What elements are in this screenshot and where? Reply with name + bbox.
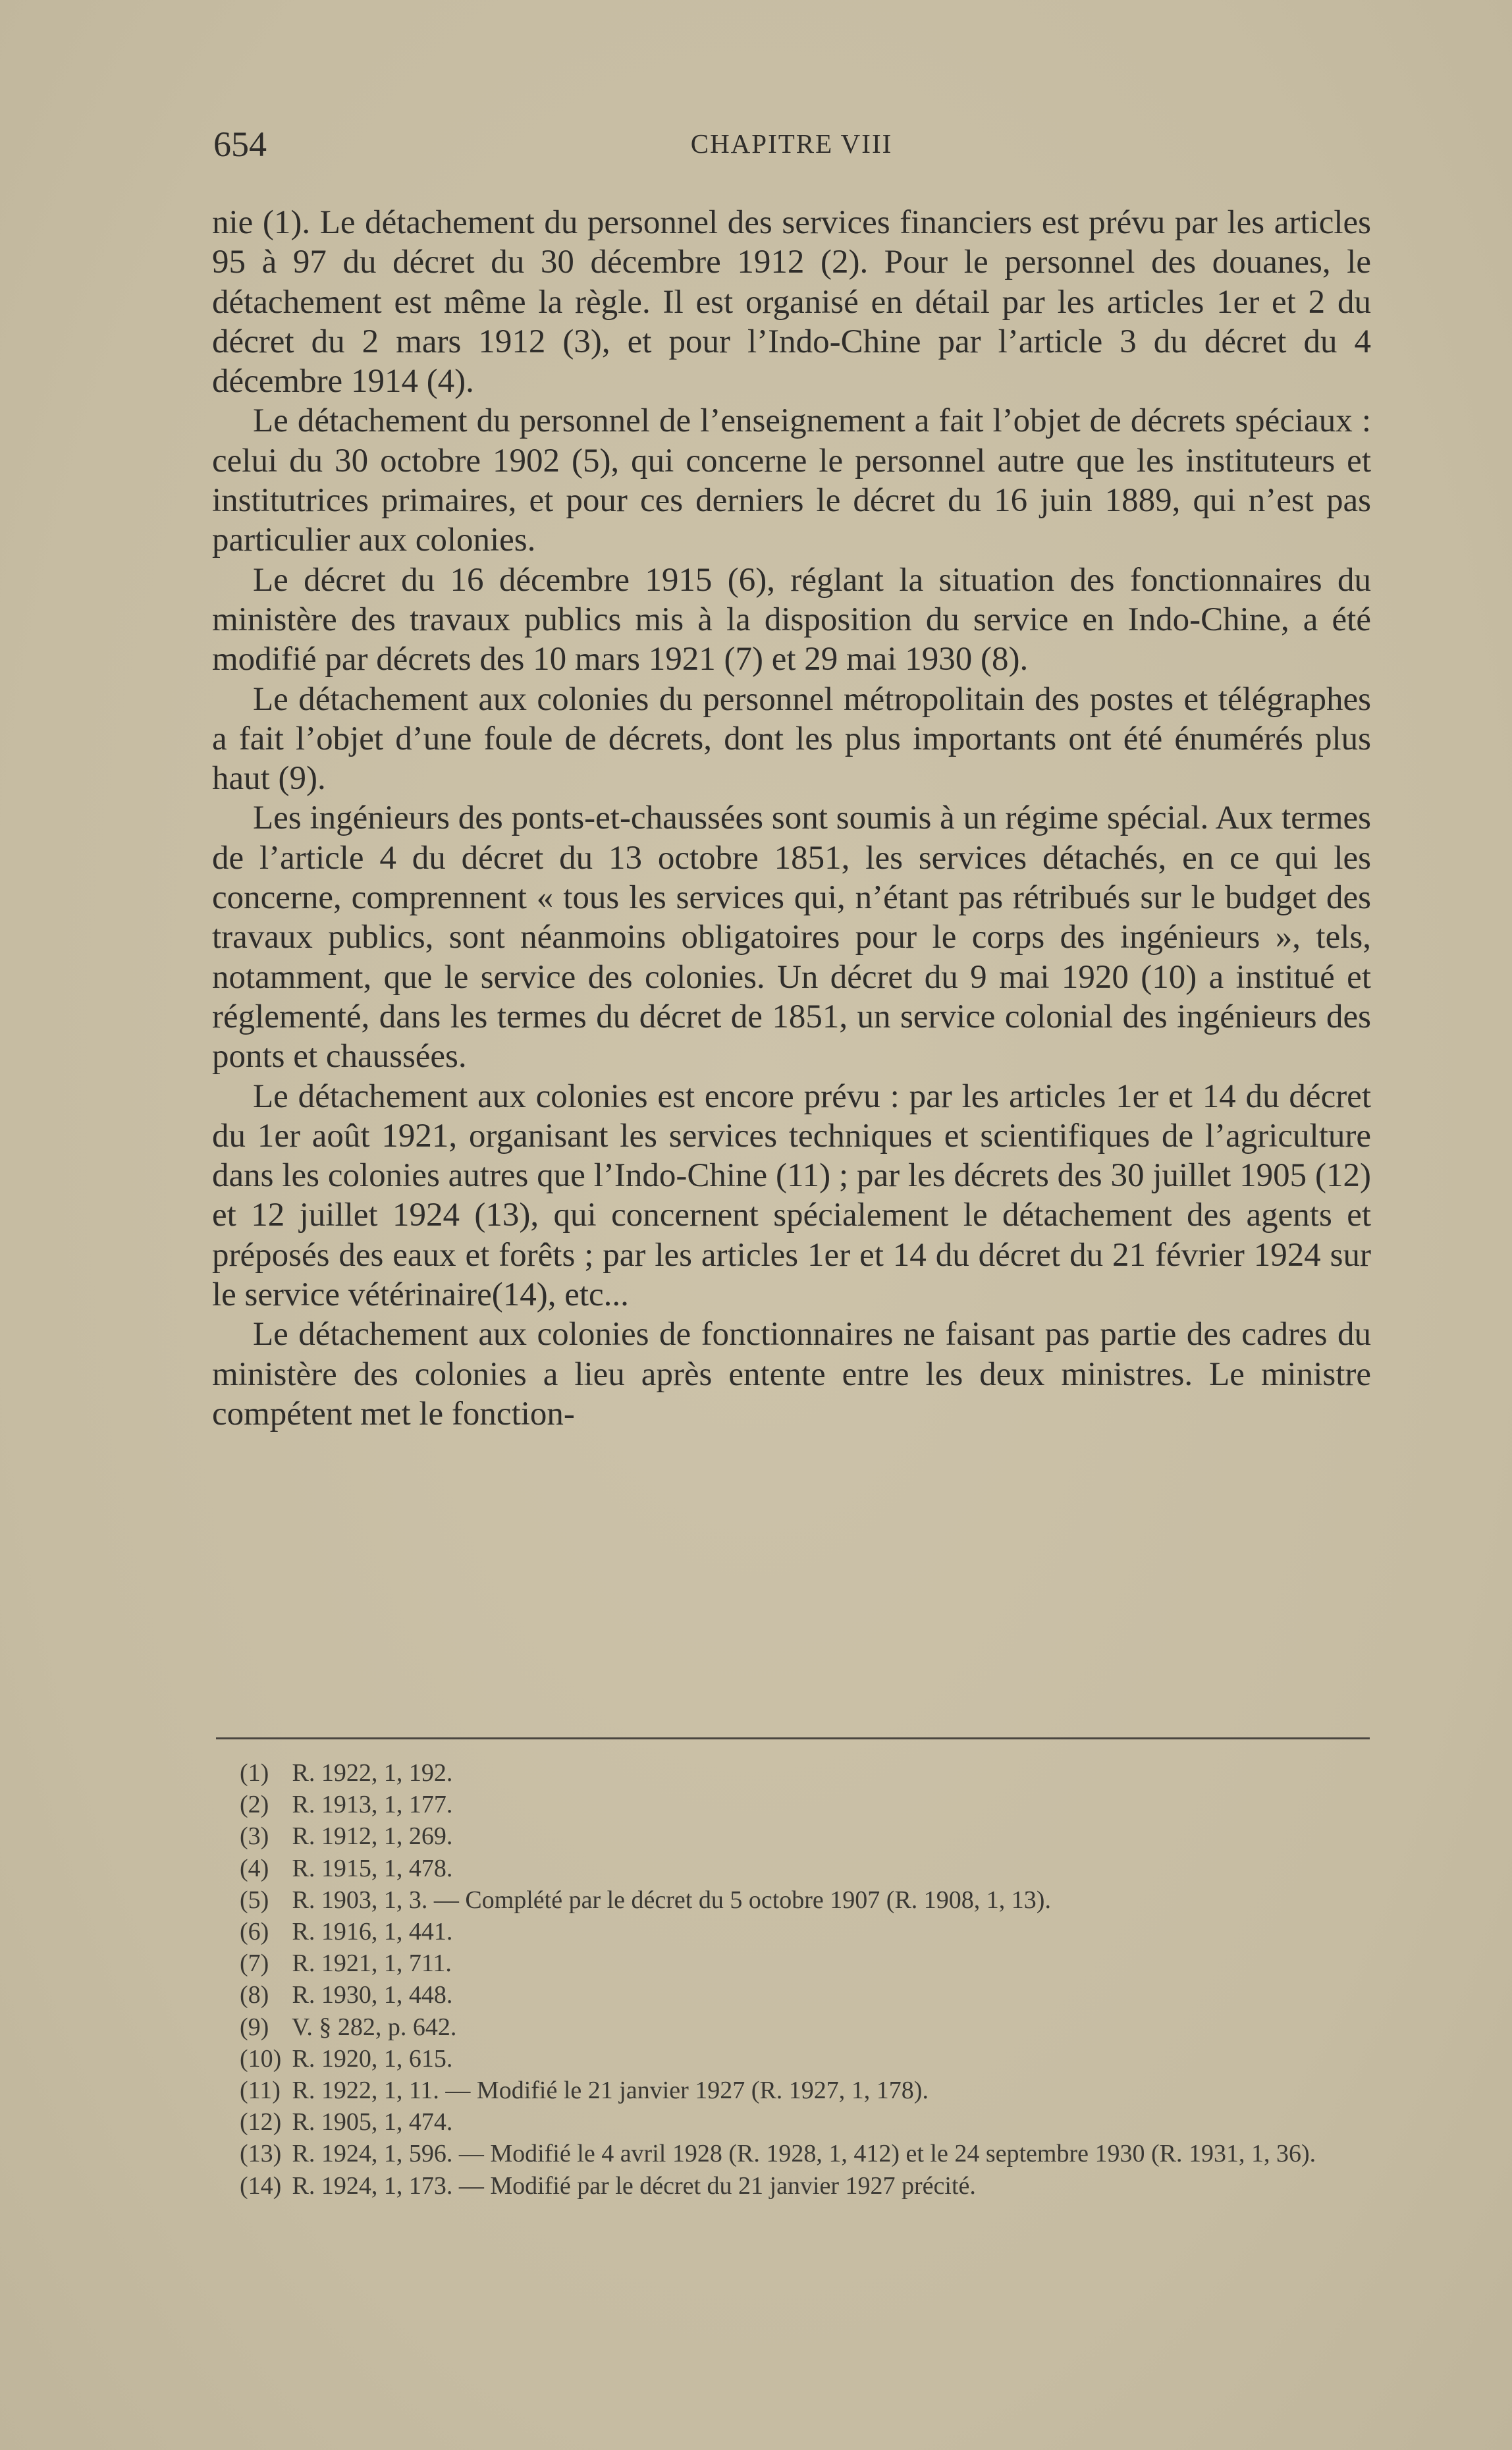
footnote-number: (8)	[240, 1981, 269, 2009]
footnote-text: R. 1912, 1, 269.	[292, 1822, 453, 1851]
footnote-number: (13)	[240, 2140, 282, 2168]
footnote	[212, 1979, 1371, 2011]
footnote	[212, 2106, 1371, 2138]
footnote-text: R. 1916, 1, 441.	[292, 1918, 453, 1946]
running-title: CHAPITRE VIII	[690, 128, 893, 159]
page-header	[212, 124, 1371, 170]
footnote-number: (4)	[240, 1854, 269, 1882]
footnote	[212, 1916, 1371, 1947]
paragraph: Les ingénieurs des ponts-et-chaussées sont soumis à un régime spécial. Aux termes de l’article 4 du décret du 13 octobre 1851, les services détachés, en ce qui les concerne, comprennent « tous les services qui, n’étant pas rétribués sur le budget des travaux publics, sont néanmoins obligatoires pour le corps des ingénieurs », tels, notamment, que le service des colonies. Un décret du 9 mai 1920 (10) a institué et réglementé, dans les termes du décret de 1851, un service colonial des ingénieurs des ponts et chaussées.	[212, 800, 1371, 1075]
footnote-text: R. 1905, 1, 474.	[292, 2108, 453, 2137]
page-number: 654	[213, 124, 267, 164]
footnote-text: R. 1924, 1, 173. — Modifié par le décret du 21 janvier 1927 précité.	[292, 2171, 976, 2200]
paragraph: Le détachement aux colonies est encore prévu : par les articles 1er et 14 du décret du 1er août 1921, organisant les services techniques et scientifiques de l’agriculture dans les colonies autres que l’Indo-Chine (11) ; par les décrets des 30 juillet 1905 (12) et 12 juillet 1924 (13), qui concernent spécialement le détachement des agents et préposés des eaux et forêts ; par les articles 1er et 14 du décret du 21 février 1924 sur le service vétérinaire(14), etc...	[212, 1077, 1371, 1314]
footnote	[212, 1884, 1371, 1916]
footnote	[212, 1853, 1371, 1884]
paragraph: Le détachement du personnel de l’enseignement a fait l’objet de décrets spéciaux : celui du 30 octobre 1902 (5), qui concerne le personnel autre que les instituteurs et institutrices primaires, et pour ces derniers le décret du 16 juin 1889, qui n’est pas particulier aux colonies.	[212, 402, 1371, 559]
paragraph: nie (1). Le détachement du personnel des services financiers est prévu par les articles 95 à 97 du décret du 30 décembre 1912 (2). Pour le personnel des douanes, le détachement est même la règle. Il est organisé en détail par les articles 1er et 2 du décret du 2 mars 1912 (3), et pour l’Indo-Chine par l’article 3 du décret du 4 décembre 1914 (4).	[212, 204, 1371, 400]
footnote-number: (2)	[240, 1791, 269, 1819]
footnote-text: R. 1930, 1, 448.	[292, 1981, 453, 2009]
footnote-text: R. 1924, 1, 596. — Modifié le 4 avril 1928 (R. 1928, 1, 412) et le 24 septembre 1930 (R. 1931, 1, 36).	[292, 2140, 1316, 2168]
footnote-number: (11)	[240, 2077, 281, 2105]
footnote-number: (14)	[240, 2171, 282, 2200]
footnote	[212, 1757, 1371, 1789]
footnote	[212, 2043, 1371, 2075]
footnote-text: R. 1920, 1, 615.	[292, 2044, 453, 2073]
footnote-number: (5)	[240, 1886, 269, 1914]
footnote	[212, 1947, 1371, 1979]
footnote-text: V. § 282, p. 642.	[291, 2013, 457, 2041]
footnote-text: R. 1913, 1, 177.	[292, 1791, 453, 1819]
footnote	[212, 1789, 1371, 1820]
footnote-number: (6)	[240, 1918, 269, 1946]
footnote-number: (12)	[240, 2108, 282, 2137]
paragraph: Le détachement aux colonies de fonctionnaires ne faisant pas partie des cadres du ministère des colonies a lieu après entente entre les deux ministres. Le ministre compétent met le fonction-	[212, 1316, 1371, 1432]
paragraph: Le décret du 16 décembre 1915 (6), réglant la situation des fonctionnaires du ministère des travaux publics mis à la disposition du service en Indo-Chine, a été modifié par décrets des 10 mars 1921 (7) et 29 mai 1930 (8).	[212, 561, 1371, 678]
footnote	[212, 2075, 1371, 2106]
footnote	[212, 2138, 1371, 2169]
footnotes	[212, 1757, 1371, 2202]
footnote-divider	[216, 1737, 1370, 1739]
footnote	[212, 2170, 1371, 2202]
footnote	[212, 1820, 1371, 1852]
footnote	[212, 2011, 1371, 2043]
footnote-number: (9)	[240, 2013, 269, 2041]
footnote-text: R. 1903, 1, 3. — Complété par le décret du 5 octobre 1907 (R. 1908, 1, 13).	[292, 1886, 1051, 1914]
footnote-text: R. 1915, 1, 478.	[292, 1854, 453, 1882]
footnote-text: R. 1922, 1, 11. — Modifié le 21 janvier 1927 (R. 1927, 1, 178).	[292, 2077, 929, 2105]
footnote-number: (1)	[240, 1759, 269, 1787]
body-text	[212, 203, 1371, 1434]
footnote-number: (7)	[240, 1949, 269, 1978]
footnote-text: R. 1922, 1, 192.	[292, 1759, 453, 1787]
footnote-number: (10)	[240, 2044, 282, 2073]
paragraph: Le détachement aux colonies du personnel métropolitain des postes et télégraphes a fait l’objet d’une foule de décrets, dont les plus importants ont été énumérés plus haut (9).	[212, 680, 1371, 798]
footnote-text: R. 1921, 1, 711.	[292, 1949, 452, 1978]
footnote-number: (3)	[240, 1822, 269, 1851]
